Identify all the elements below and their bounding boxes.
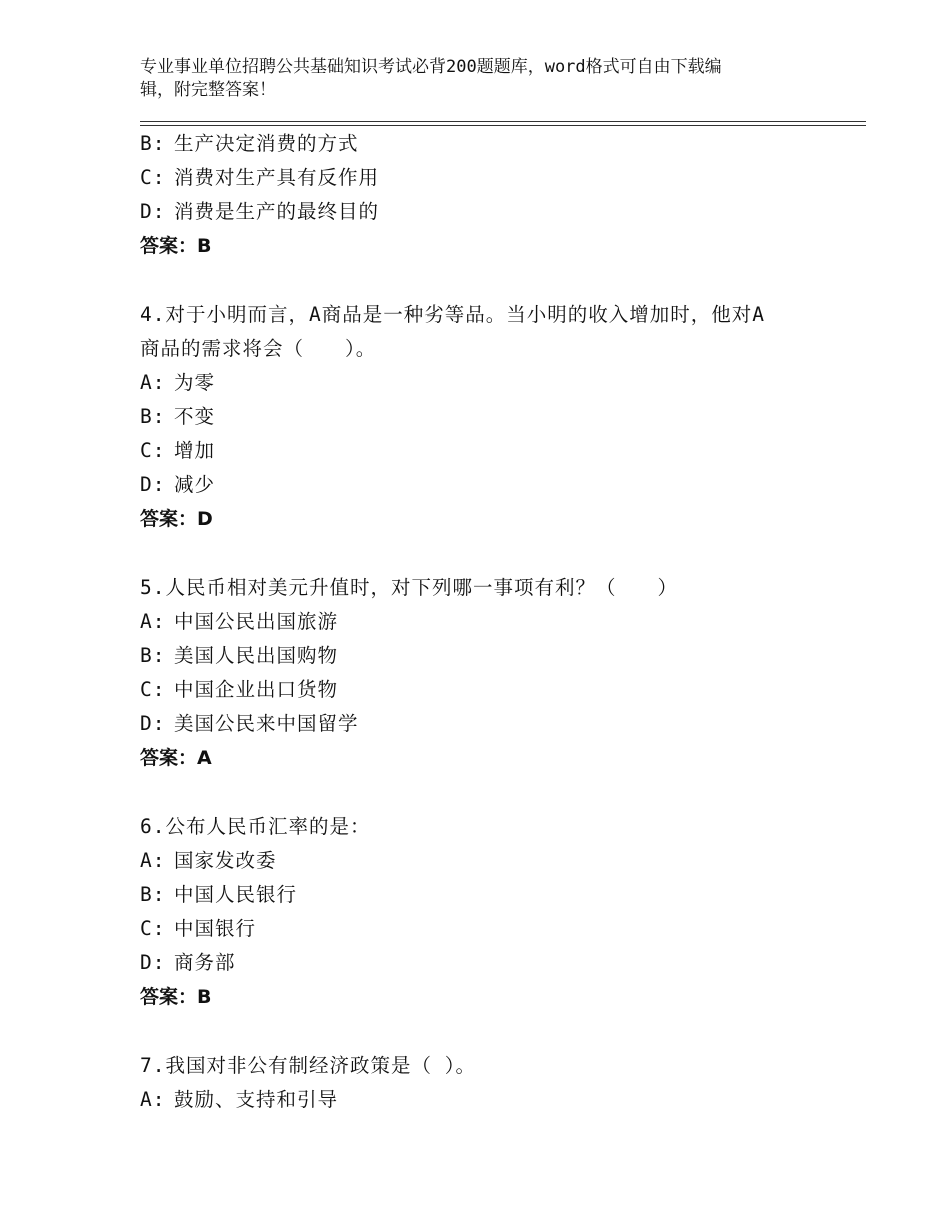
q5-option-c: C: 中国企业出口货物 <box>140 678 339 701</box>
header-line-1: 专业事业单位招聘公共基础知识考试必背200题题库，word格式可自由下载编 <box>140 57 722 77</box>
q7-stem: 7.我国对非公有制经济政策是（ ）。 <box>140 1054 476 1077</box>
q5-option-d: D: 美国公民来中国留学 <box>140 712 359 735</box>
q6-option-a: A: 国家发改委 <box>140 849 277 872</box>
q4-option-b: B: 不变 <box>140 405 216 428</box>
q5-option-b: B: 美国人民出国购物 <box>140 644 339 667</box>
header-line-2: 辑，附完整答案！ <box>140 80 276 100</box>
document-header <box>140 56 800 102</box>
q6-option-c: C: 中国银行 <box>140 917 257 940</box>
header-divider-top <box>140 121 866 122</box>
q3-answer: 答案：B <box>140 235 212 257</box>
q4-option-a: A: 为零 <box>140 371 216 394</box>
q5-option-a: A: 中国公民出国旅游 <box>140 610 339 633</box>
q5-stem: 5.人民币相对美元升值时，对下列哪一事项有利？（ ） <box>140 576 678 599</box>
q3-option-b: B: 生产决定消费的方式 <box>140 132 359 155</box>
q6-option-b: B: 中国人民银行 <box>140 883 298 906</box>
q6-stem: 6.公布人民币汇率的是： <box>140 815 371 838</box>
q3-option-d: D: 消费是生产的最终目的 <box>140 200 380 223</box>
q7-option-a: A: 鼓励、支持和引导 <box>140 1088 339 1111</box>
q4-option-c: C: 增加 <box>140 439 216 462</box>
q4-answer: 答案：D <box>140 508 213 530</box>
header-divider-bottom <box>140 125 866 126</box>
q4-stem-line-2: 商品的需求将会（ ）。 <box>140 337 377 360</box>
q5-answer: 答案：A <box>140 747 212 769</box>
q6-answer: 答案：B <box>140 986 212 1008</box>
q4-stem-line-1: 4.对于小明而言，A商品是一种劣等品。当小明的收入增加时，他对A <box>140 303 765 326</box>
q6-option-d: D: 商务部 <box>140 951 236 974</box>
q4-option-d: D: 减少 <box>140 473 216 496</box>
q3-option-c: C: 消费对生产具有反作用 <box>140 166 380 189</box>
